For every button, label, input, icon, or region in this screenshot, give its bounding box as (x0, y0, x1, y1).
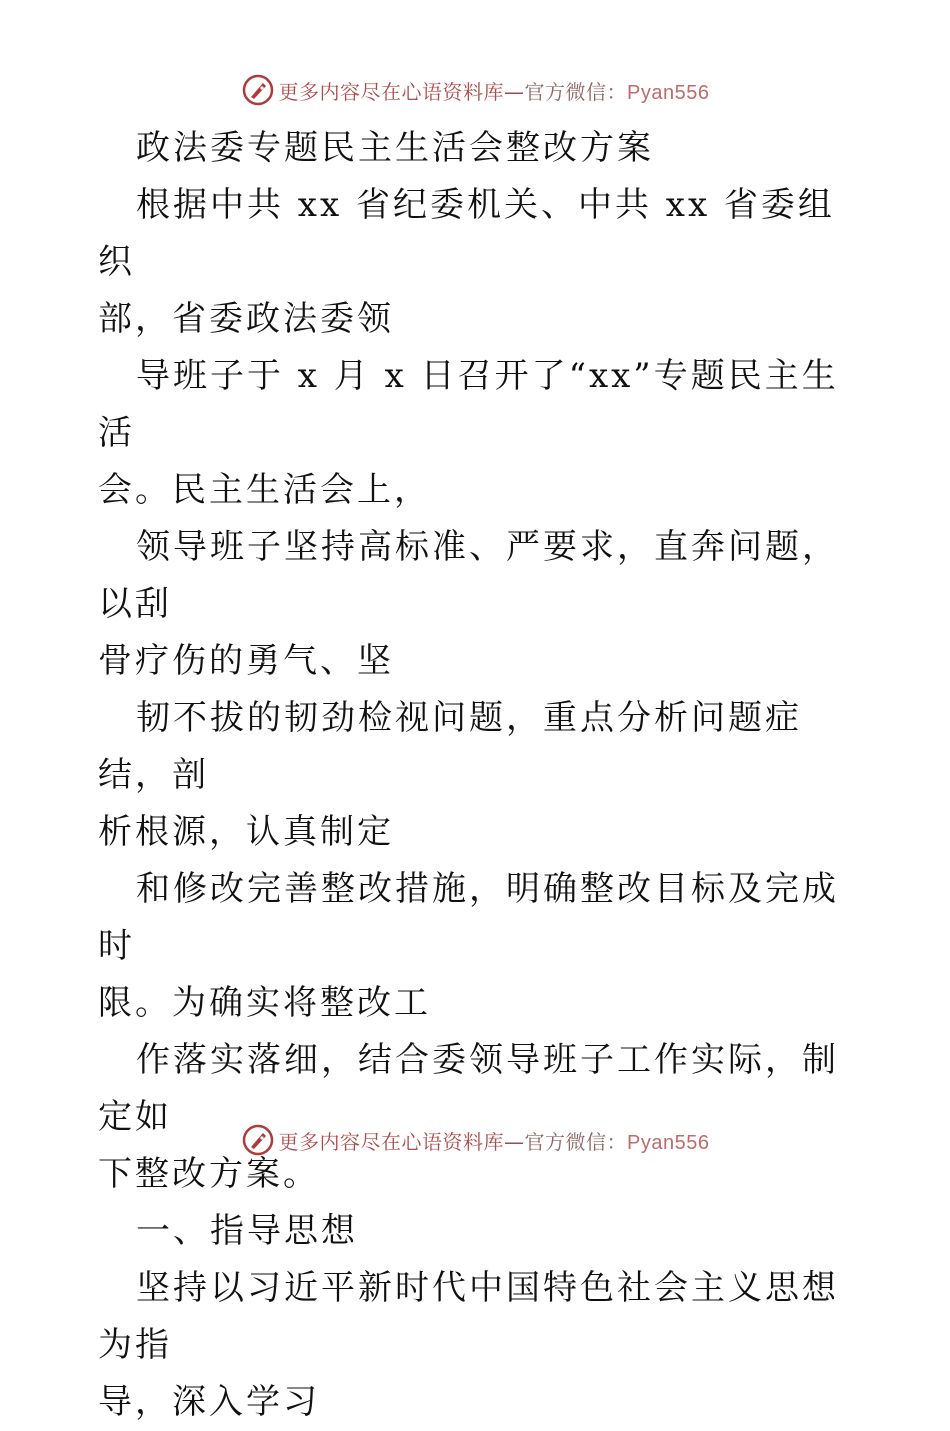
line-first: 一、指导思想 (136, 1211, 358, 1251)
banner-account: Pyan556 (627, 1131, 710, 1154)
paragraph-line (98, 1032, 858, 1203)
banner-text (279, 76, 710, 105)
pen-nib-circle-icon (241, 1123, 275, 1157)
banner-wechat-label: 官方微信： (524, 1129, 628, 1154)
paragraph-line (98, 519, 858, 690)
line-first: 韧不拔的韧劲检视问题，重点分析问题症结，剖 (98, 698, 802, 795)
line-rest: 骨疗伤的勇气、坚 (98, 641, 394, 681)
line-rest: 部，省委政法委领 (98, 299, 394, 339)
paragraph-line (98, 348, 858, 519)
document-title: 政法委专题民主生活会整改方案 (136, 128, 654, 168)
line-first: 根据中共 xx 省纪委机关、中共 xx 省委组织 (98, 185, 835, 282)
line-rest: 会。民主生活会上， (98, 470, 431, 510)
banner-wechat-label: 官方微信： (524, 79, 628, 104)
banner-site: 更多内容尽在心语资料库 (278, 79, 505, 104)
banner-separator: — (504, 1129, 525, 1154)
line-rest: 限。为确实将整改工 (98, 983, 431, 1023)
banner-account: Pyan556 (627, 81, 710, 104)
line-first: 作落实落细，结合委领导班子工作实际，制定如 (98, 1040, 839, 1137)
document-body (98, 120, 858, 1431)
paragraph-line (98, 861, 858, 1032)
banner-site: 更多内容尽在心语资料库 (278, 1129, 505, 1154)
banner-separator: — (504, 79, 525, 104)
line-first: 领导班子坚持高标准、严要求，直奔问题，以刮 (98, 527, 839, 624)
section-heading (98, 1203, 858, 1260)
line-rest: 析根源，认真制定 (98, 812, 394, 852)
line-rest: 下整改方案。 (98, 1154, 320, 1194)
line-first: 坚持以习近平新时代中国特色社会主义思想为指 (98, 1268, 839, 1365)
line-first: 导班子于 x 月 x 日召开了“xx”专题民主生活 (98, 356, 839, 453)
paragraph-line (98, 690, 858, 861)
line-rest: 导，深入学习 (98, 1382, 320, 1422)
header-banner (0, 70, 950, 110)
paragraph-line (98, 177, 858, 348)
paragraph-line (98, 1260, 858, 1431)
pen-nib-circle-icon (241, 73, 275, 107)
line-first: 和修改完善整改措施，明确整改目标及完成时 (98, 869, 839, 966)
banner-text (279, 1126, 710, 1155)
footer-banner (0, 1120, 950, 1160)
